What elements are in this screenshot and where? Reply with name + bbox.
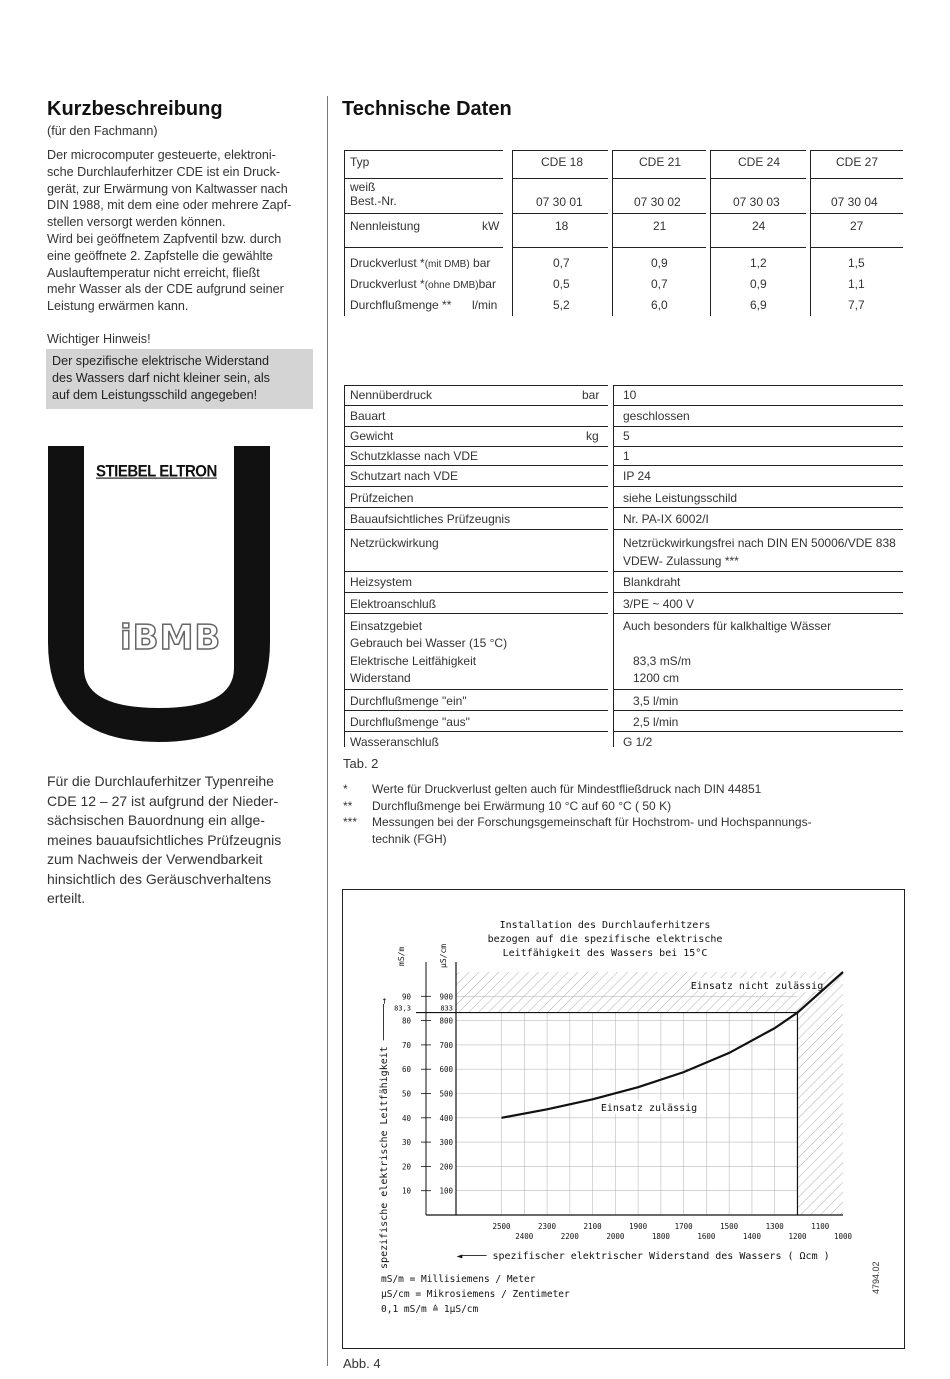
y-tick-label-ms: 60 — [401, 1065, 411, 1075]
figure-code: 4794.02 — [871, 1261, 881, 1294]
color-label: weiß — [350, 180, 376, 194]
notice-line: auf dem Leistungsschild angegeben! — [52, 387, 258, 402]
table-caption: Tab. 2 — [343, 756, 379, 771]
chart-title: Installation des Durchlauferhitzers — [499, 920, 711, 931]
x-tick-label: 1300 — [765, 1222, 784, 1231]
y-mark-ms: 83,3 — [394, 1004, 411, 1013]
notice-line: des Wassers darf nicht kleiner sein, als — [52, 370, 270, 385]
footnote-text: technik (FGH) — [372, 831, 447, 846]
figure-caption: Abb. 4 — [343, 1356, 381, 1371]
x-tick-label: 1900 — [629, 1222, 648, 1231]
x-tick-label: 1700 — [674, 1222, 693, 1231]
model-cde24: CDE 24 — [738, 155, 781, 169]
spec-label: Schutzklasse nach VDE — [350, 449, 479, 463]
x-tick-label: 1500 — [720, 1222, 739, 1231]
intro-line: Der microcomputer gesteuerte, elektroni- — [47, 148, 276, 162]
loss-value: 0,7 — [553, 256, 570, 270]
netz-value: VDEW- Zulassung *** — [623, 554, 739, 568]
flow-value: 5,2 — [553, 298, 570, 312]
footnote-mark: * — [343, 782, 348, 796]
footnote-mark: *** — [343, 815, 358, 829]
y-tick-label-ms: 10 — [401, 1186, 411, 1196]
notice-line: Der spezifische elektrische Widerstand — [52, 354, 269, 368]
model-cde21: CDE 21 — [639, 155, 682, 169]
chart-title: Leitfähigkeit des Wassers bei 15°C — [502, 948, 708, 959]
x-tick-label: 1800 — [651, 1232, 670, 1241]
loss-dmb-label: Druckverlust *(mit DMB) bar — [350, 256, 491, 270]
spec-value: IP 24 — [623, 469, 651, 483]
loss-value: 0,7 — [651, 277, 668, 291]
y-tick-label-ms: 40 — [401, 1113, 411, 1123]
intro-line: Leistung erwärmen kann. — [47, 299, 189, 314]
x-tick-label: 2000 — [606, 1232, 625, 1241]
model-cde27: CDE 27 — [836, 155, 879, 169]
x-tick-label: 1400 — [742, 1232, 761, 1241]
y-tick-label-ms: 90 — [401, 992, 411, 1002]
y-unit-ms: mS/m — [397, 946, 406, 966]
spec-label: Prüfzeichen — [350, 491, 414, 505]
einsatz-label: Gebrauch bei Wasser (15 °C) — [350, 636, 508, 650]
x-tick-label: 1600 — [697, 1232, 716, 1241]
x-tick-label: 2300 — [538, 1222, 557, 1231]
region-label-allowed: Einsatz zulässig — [600, 1103, 698, 1114]
x-tick-label: 1000 — [833, 1232, 853, 1241]
approval-line: Für die Durchlauferhitzer Typenreihe — [47, 773, 274, 789]
order-number: 07 30 03 — [733, 195, 780, 209]
spec-value: Nr. PA-IX 6002/I — [623, 512, 709, 526]
elektro-label: Elektroanschluß — [350, 597, 437, 611]
y-tick-label-us: 400 — [439, 1113, 453, 1123]
spec-value: geschlossen — [623, 409, 690, 423]
y-tick-label-us: 700 — [439, 1040, 453, 1050]
flow-value: 6,0 — [651, 298, 668, 312]
order-number: 07 30 01 — [536, 195, 583, 209]
x-tick-label: 2200 — [560, 1232, 579, 1241]
intro-line: Auslauftemperatur nicht erreicht, fließt — [47, 265, 260, 280]
footnote-text: Werte für Druckverlust gelten auch für Mindestfließdruck nach DIN 44851 — [372, 782, 762, 796]
x-tick-label: 1200 — [788, 1232, 807, 1241]
chart-legend-line: mS/m = Millisiemens / Meter — [381, 1274, 536, 1285]
type-label: Typ — [350, 155, 370, 169]
flow-value: 6,9 — [750, 298, 767, 312]
loss-nodmb-label: Druckverlust *(ohne DMB)bar — [350, 277, 496, 291]
intro-line: eine geöffnete 2. Zapfstelle die gewählte — [47, 248, 273, 263]
chart-legend-line: µS/cm = Mikrosiemens / Zentimeter — [381, 1289, 570, 1300]
water-connection-value: G 1/2 — [623, 735, 653, 749]
intro-line: sche Durchlauferhitzer CDE ist ein Druck- — [47, 164, 281, 179]
y-axis-label: spezifische elektrische Leitfähigkeit ──────→ — [379, 998, 390, 1269]
spec-label: Nennüberdruck — [350, 388, 433, 402]
spec-unit: bar — [582, 388, 600, 402]
spec-value: 10 — [623, 388, 637, 402]
power-value: 27 — [850, 219, 864, 233]
spec-label: Schutzart nach VDE — [350, 469, 459, 483]
x-tick-label: 2400 — [515, 1232, 534, 1241]
right-title: Technische Daten — [342, 98, 512, 120]
power-unit: kW — [482, 219, 500, 233]
y-tick-label-ms: 50 — [401, 1089, 411, 1099]
spec-label: Bauaufsichtliches Prüfzeugnis — [350, 512, 511, 526]
approval-line: meines bauaufsichtliches Prüfzeugnis — [47, 831, 282, 848]
einsatz-value: Auch besonders für kalkhaltige Wässer — [623, 619, 832, 633]
flow-on-value: 3,5 l/min — [633, 694, 679, 708]
loss-value: 1,5 — [848, 256, 865, 270]
chart-legend-line: 0,1 mS/m ≙ 1µS/cm — [381, 1304, 479, 1315]
ibmb-logo: iBMB — [120, 618, 222, 658]
einsatz-label: Widerstand — [350, 671, 411, 685]
y-tick-label-ms: 70 — [401, 1040, 411, 1050]
flow-value: 7,7 — [848, 298, 865, 312]
power-value: 21 — [653, 219, 667, 233]
einsatz-value: 83,3 mS/m — [633, 654, 692, 668]
y-tick-label-ms: 30 — [401, 1138, 411, 1148]
power-value: 18 — [555, 219, 569, 233]
spec-value: siehe Leistungsschild — [623, 491, 738, 505]
footnote-text: Messungen bei der Forschungsgemeinschaft für Hochstrom- und Hochspannungs- — [372, 815, 812, 829]
left-title: Kurzbeschreibung — [47, 98, 223, 120]
approval-paragraph — [47, 772, 322, 909]
notice-label: Wichtiger Hinweis! — [47, 332, 151, 346]
footnote-mark: ** — [343, 798, 353, 813]
intro-line: mehr Wasser als der CDE aufgrund seiner — [47, 282, 284, 297]
y-tick-label-us: 200 — [439, 1162, 453, 1172]
conductivity-chart-frame — [342, 889, 905, 1349]
einsatz-label: Elektrische Leitfähigkeit — [350, 654, 477, 668]
einsatz-value: 1200 cm — [633, 671, 680, 685]
spec-value: 5 — [623, 429, 630, 443]
spec-unit: kg — [586, 429, 599, 443]
water-connection-label: Wasseranschluß — [350, 735, 439, 749]
loss-value: 0,9 — [651, 256, 668, 270]
netz-label: Netzrückwirkung — [350, 536, 439, 550]
x-tick-label: 2500 — [492, 1222, 511, 1231]
flow-label: Durchflußmenge ** — [350, 298, 452, 312]
netz-value: Netzrückwirkungsfrei nach DIN EN 50006/VDE 838 — [623, 536, 896, 550]
flow-off-value: 2,5 l/min — [633, 715, 679, 729]
y-unit-us: µS/cm — [439, 943, 448, 968]
approval-line: sächsischen Bauordnung ein allge- — [47, 812, 265, 828]
loss-value: 0,5 — [553, 277, 570, 291]
forbidden-region — [797, 1013, 843, 1215]
y-tick-label-us: 100 — [439, 1186, 453, 1196]
flow-on-label: Durchflußmenge "ein" — [350, 694, 467, 708]
y-mark-us: 833 — [440, 1004, 453, 1013]
heiz-value: Blankdraht — [623, 575, 681, 589]
conductivity-chart — [343, 890, 904, 1348]
footnotes — [343, 781, 903, 847]
heiz-label: Heizsystem — [350, 575, 413, 589]
flow-unit: l/min — [472, 298, 498, 312]
y-tick-label-us: 900 — [439, 992, 453, 1002]
intro-line: DIN 1988, mit dem eine oder mehrere Zapf- — [47, 198, 292, 213]
y-tick-label-us: 300 — [439, 1138, 453, 1148]
approval-line: erteilt. — [47, 890, 86, 906]
y-tick-label-us: 600 — [439, 1065, 453, 1075]
x-tick-label: 1100 — [811, 1222, 830, 1231]
region-label-forbidden: Einsatz nicht zulässig — [690, 981, 824, 992]
y-tick-label-ms: 80 — [401, 1016, 411, 1026]
x-tick-label: 2100 — [583, 1222, 602, 1231]
order-number: 07 30 04 — [831, 195, 878, 209]
y-tick-label-ms: 20 — [401, 1162, 411, 1172]
spec-label: Bauart — [350, 409, 386, 423]
left-subtitle: (für den Fachmann) — [47, 124, 158, 138]
approval-line: hinsichtlich des Geräuschverhaltens — [47, 870, 272, 887]
loss-value: 1,1 — [848, 277, 865, 291]
intro-line: gerät, zur Erwärmung von Kaltwasser nach — [47, 181, 288, 196]
order-label: Best.-Nr. — [350, 194, 397, 208]
model-cde18: CDE 18 — [541, 155, 584, 169]
intro-line: Wird bei geöffnetem Zapfventil bzw. durch — [47, 231, 282, 246]
stiebel-eltron-logo: STIEBEL ELTRON — [96, 462, 217, 481]
loss-value: 0,9 — [750, 277, 767, 291]
power-label: Nennleistung — [350, 219, 421, 233]
intro-line: stellen versorgt werden können. — [47, 215, 226, 230]
spec-label: Gewicht — [350, 429, 394, 443]
approval-line: zum Nachweis der Verwendbarkeit — [47, 851, 263, 867]
approval-line: CDE 12 – 27 ist aufgrund der Nieder- — [47, 792, 279, 809]
footnote-text: Durchflußmenge bei Erwärmung 10 °C auf 60 °C ( 50 K) — [372, 798, 672, 813]
y-tick-label-us: 800 — [439, 1016, 453, 1026]
spec-value: 1 — [623, 449, 630, 463]
elektro-value: 3/PE ~ 400 V — [623, 597, 695, 611]
y-tick-label-us: 500 — [439, 1089, 453, 1099]
chart-title: bezogen auf die spezifische elektrische — [487, 934, 723, 945]
flow-off-label: Durchflußmenge "aus" — [350, 715, 470, 729]
loss-value: 1,2 — [750, 256, 767, 270]
power-value: 24 — [752, 219, 766, 233]
x-axis-label: ◄──── spezifischer elektrischer Widerstand des Wassers ( Ωcm ) — [456, 1251, 830, 1262]
order-number: 07 30 02 — [634, 195, 681, 209]
einsatz-label: Einsatzgebiet — [350, 619, 423, 633]
